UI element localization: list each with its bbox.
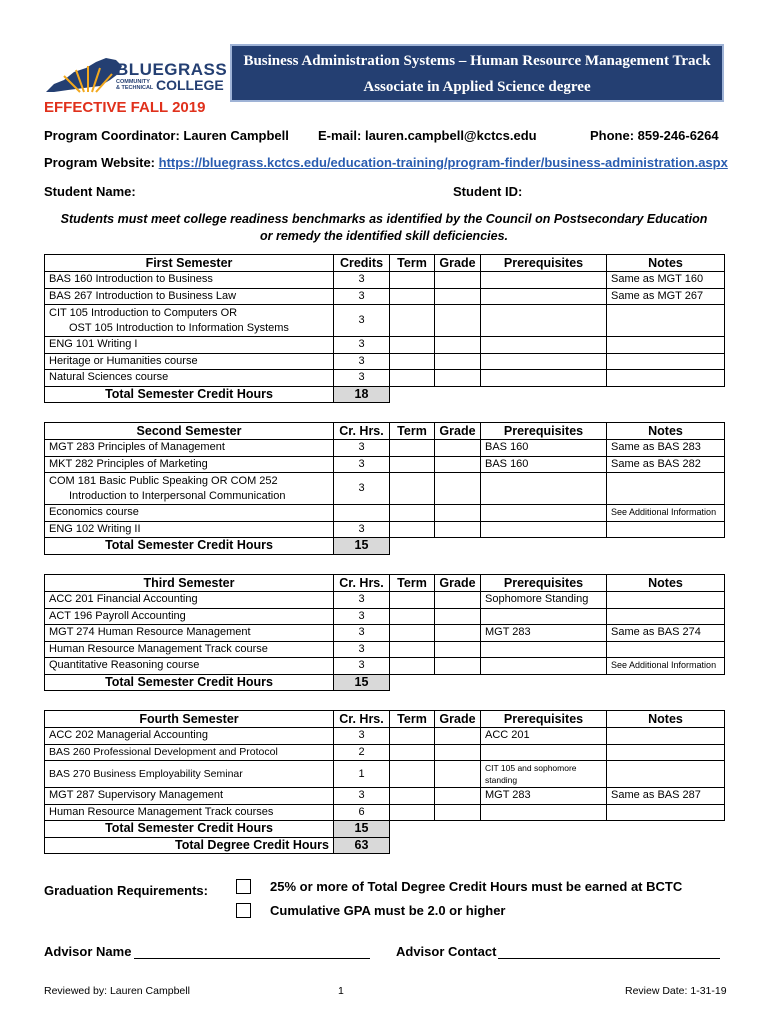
prereq-cell: MGT 283 bbox=[481, 625, 607, 642]
prereq-cell bbox=[481, 473, 607, 505]
requirement-2-text: Cumulative GPA must be 2.0 or higher bbox=[270, 903, 506, 918]
grade-cell[interactable] bbox=[435, 625, 481, 642]
course-name: MGT 283 Principles of Management bbox=[45, 440, 334, 457]
second-semester-table bbox=[44, 422, 725, 555]
term-header: Term bbox=[390, 423, 435, 440]
coordinator-email: E-mail: lauren.campbell@kctcs.edu bbox=[318, 128, 537, 143]
course-name bbox=[45, 473, 334, 505]
prereq-header: Prerequisites bbox=[481, 255, 607, 272]
program-coordinator: Program Coordinator: Lauren Campbell bbox=[44, 128, 289, 143]
grade-cell[interactable] bbox=[435, 473, 481, 505]
credits-header: Cr. Hrs. bbox=[334, 711, 390, 728]
table-header bbox=[45, 423, 725, 440]
notes-cell: Same as BAS 287 bbox=[607, 788, 725, 805]
prereq-cell bbox=[481, 658, 607, 675]
course-name: Natural Sciences course bbox=[45, 370, 334, 387]
notes-cell bbox=[607, 337, 725, 354]
credit-hours: 3 bbox=[334, 625, 390, 642]
program-header bbox=[230, 44, 724, 102]
credit-hours: 3 bbox=[334, 608, 390, 625]
term-cell[interactable] bbox=[390, 305, 435, 337]
course-name: Heritage or Humanities course bbox=[45, 353, 334, 370]
course-name: MKT 282 Principles of Marketing bbox=[45, 456, 334, 473]
requirement-2-checkbox[interactable] bbox=[236, 903, 251, 918]
credits-header: Credits bbox=[334, 255, 390, 272]
student-name-label: Student Name: bbox=[44, 184, 136, 199]
prereq-header: Prerequisites bbox=[481, 711, 607, 728]
course-option-2: OST 105 Introduction to Information Systems bbox=[69, 321, 289, 334]
total-label: Total Semester Credit Hours bbox=[45, 386, 334, 403]
degree-total-row bbox=[45, 837, 725, 854]
prereq-cell: BAS 160 bbox=[481, 440, 607, 457]
credit-hours: 3 bbox=[334, 440, 390, 457]
effective-date: EFFECTIVE FALL 2019 bbox=[44, 99, 206, 116]
credit-hours: 3 bbox=[334, 641, 390, 658]
prereq-cell bbox=[481, 744, 607, 761]
total-credits: 15 bbox=[334, 538, 390, 555]
readiness-notice bbox=[44, 211, 724, 245]
credit-hours: 3 bbox=[334, 658, 390, 675]
requirement-1-checkbox[interactable] bbox=[236, 879, 251, 894]
grade-cell[interactable] bbox=[435, 272, 481, 289]
table-row bbox=[45, 288, 725, 305]
term-header: Term bbox=[390, 711, 435, 728]
term-cell[interactable] bbox=[390, 608, 435, 625]
term-cell[interactable] bbox=[390, 288, 435, 305]
semester-title: Fourth Semester bbox=[45, 711, 334, 728]
term-cell[interactable] bbox=[390, 272, 435, 289]
credits-header: Cr. Hrs. bbox=[334, 575, 390, 592]
table-header bbox=[45, 575, 725, 592]
website-label: Program Website: bbox=[44, 155, 159, 170]
total-row bbox=[45, 674, 725, 691]
program-website bbox=[44, 155, 728, 170]
prereq-cell: MGT 283 bbox=[481, 788, 607, 805]
course-name bbox=[45, 305, 334, 337]
prereq-cell bbox=[481, 272, 607, 289]
table-row bbox=[45, 744, 725, 761]
grade-cell[interactable] bbox=[435, 788, 481, 805]
notes-header: Notes bbox=[607, 711, 725, 728]
total-credits: 15 bbox=[334, 821, 390, 838]
prereq-cell bbox=[481, 608, 607, 625]
grade-cell[interactable] bbox=[435, 804, 481, 821]
table-row bbox=[45, 728, 725, 745]
grade-cell[interactable] bbox=[435, 337, 481, 354]
credit-hours: 3 bbox=[334, 788, 390, 805]
table-row bbox=[45, 272, 725, 289]
notes-header: Notes bbox=[607, 255, 725, 272]
degree-total-credits: 63 bbox=[334, 837, 390, 854]
grade-cell[interactable] bbox=[435, 658, 481, 675]
total-credits: 15 bbox=[334, 674, 390, 691]
notes-cell bbox=[607, 761, 725, 788]
credit-hours: 3 bbox=[334, 288, 390, 305]
credit-hours: 3 bbox=[334, 592, 390, 609]
table-header bbox=[45, 711, 725, 728]
advisor-name-label: Advisor Name bbox=[44, 944, 132, 959]
first-semester-table bbox=[44, 254, 725, 403]
course-name: BAS 260 Professional Development and Protocol bbox=[45, 744, 334, 761]
program-title: Business Administration Systems – Human Resource Management Track bbox=[243, 53, 711, 69]
table-row bbox=[45, 473, 725, 505]
grade-cell[interactable] bbox=[435, 353, 481, 370]
grade-header: Grade bbox=[435, 575, 481, 592]
grade-header: Grade bbox=[435, 255, 481, 272]
grade-cell[interactable] bbox=[435, 641, 481, 658]
notes-cell bbox=[607, 370, 725, 387]
notes-cell bbox=[607, 305, 725, 337]
total-label: Total Semester Credit Hours bbox=[45, 674, 334, 691]
student-id-label: Student ID: bbox=[453, 184, 523, 199]
semester-title: First Semester bbox=[45, 255, 334, 272]
term-cell[interactable] bbox=[390, 337, 435, 354]
credit-hours: 2 bbox=[334, 744, 390, 761]
term-cell[interactable] bbox=[390, 658, 435, 675]
credits-header: Cr. Hrs. bbox=[334, 423, 390, 440]
table-row bbox=[45, 658, 725, 675]
degree-total-label: Total Degree Credit Hours bbox=[45, 837, 334, 854]
prereq-cell bbox=[481, 288, 607, 305]
third-semester-table bbox=[44, 574, 725, 691]
table-row bbox=[45, 641, 725, 658]
table-row bbox=[45, 521, 725, 538]
website-link[interactable]: https://bluegrass.kctcs.edu/education-training/program-finder/business-administration.aspx bbox=[158, 155, 728, 170]
notes-cell bbox=[607, 521, 725, 538]
course-name: BAS 267 Introduction to Business Law bbox=[45, 288, 334, 305]
table-row bbox=[45, 370, 725, 387]
notes-cell: See Additional Information bbox=[607, 658, 725, 675]
credit-hours: 3 bbox=[334, 272, 390, 289]
notes-cell bbox=[607, 728, 725, 745]
course-name: MGT 287 Supervisory Management bbox=[45, 788, 334, 805]
notes-cell: Same as BAS 283 bbox=[607, 440, 725, 457]
table-row bbox=[45, 337, 725, 354]
total-row bbox=[45, 821, 725, 838]
kentucky-map-icon bbox=[44, 54, 124, 94]
prereq-cell: BAS 160 bbox=[481, 456, 607, 473]
prereq-header: Prerequisites bbox=[481, 575, 607, 592]
graduation-requirements-label: Graduation Requirements: bbox=[44, 883, 208, 898]
course-name: ACC 202 Managerial Accounting bbox=[45, 728, 334, 745]
credit-hours bbox=[334, 505, 390, 522]
table-row bbox=[45, 804, 725, 821]
program-degree: Associate in Applied Science degree bbox=[363, 79, 591, 95]
notes-cell bbox=[607, 608, 725, 625]
table-row bbox=[45, 505, 725, 522]
notes-cell bbox=[607, 744, 725, 761]
advisor-contact-label: Advisor Contact bbox=[396, 944, 497, 959]
grade-cell[interactable] bbox=[435, 592, 481, 609]
prereq-cell bbox=[481, 305, 607, 337]
notice-line-2: or remedy the identified skill deficiencies. bbox=[260, 229, 508, 243]
grade-cell[interactable] bbox=[435, 305, 481, 337]
table-header bbox=[45, 255, 725, 272]
logo-technical: & TECHNICAL bbox=[116, 85, 154, 91]
term-cell[interactable] bbox=[390, 353, 435, 370]
table-row bbox=[45, 305, 725, 337]
notes-header: Notes bbox=[607, 423, 725, 440]
total-row bbox=[45, 386, 725, 403]
course-name: ACC 201 Financial Accounting bbox=[45, 592, 334, 609]
notes-cell bbox=[607, 641, 725, 658]
term-cell[interactable] bbox=[390, 744, 435, 761]
term-cell[interactable] bbox=[390, 625, 435, 642]
term-cell[interactable] bbox=[390, 521, 435, 538]
credit-hours: 3 bbox=[334, 305, 390, 337]
advisor-name-line[interactable] bbox=[134, 958, 370, 959]
page-number: 1 bbox=[338, 985, 344, 997]
term-cell[interactable] bbox=[390, 505, 435, 522]
advisor-contact-line[interactable] bbox=[498, 958, 720, 959]
term-cell[interactable] bbox=[390, 473, 435, 505]
course-option-2: Introduction to Interpersonal Communication bbox=[69, 489, 286, 502]
notes-header: Notes bbox=[607, 575, 725, 592]
course-option-1: CIT 105 Introduction to Computers OR bbox=[49, 306, 238, 319]
credit-hours: 3 bbox=[334, 337, 390, 354]
table-row bbox=[45, 761, 725, 788]
course-name: ENG 101 Writing I bbox=[45, 337, 334, 354]
grade-cell[interactable] bbox=[435, 761, 481, 788]
term-cell[interactable] bbox=[390, 370, 435, 387]
table-row bbox=[45, 788, 725, 805]
grade-cell[interactable] bbox=[435, 728, 481, 745]
notice-line-1: Students must meet college readiness benchmarks as identified by the Council on Postsecondary Education bbox=[60, 212, 708, 226]
course-name: BAS 160 Introduction to Business bbox=[45, 272, 334, 289]
notes-cell bbox=[607, 804, 725, 821]
total-row bbox=[45, 538, 725, 555]
term-cell[interactable] bbox=[390, 440, 435, 457]
credit-hours: 3 bbox=[334, 521, 390, 538]
prereq-cell bbox=[481, 641, 607, 658]
grade-cell[interactable] bbox=[435, 608, 481, 625]
table-row bbox=[45, 608, 725, 625]
course-name: ENG 102 Writing II bbox=[45, 521, 334, 538]
notes-cell: Same as MGT 267 bbox=[607, 288, 725, 305]
term-cell[interactable] bbox=[390, 641, 435, 658]
logo-text: BLUEGRASS bbox=[116, 60, 228, 79]
course-name: Human Resource Management Track courses bbox=[45, 804, 334, 821]
fourth-semester-table bbox=[44, 710, 725, 854]
requirement-1-text: 25% or more of Total Degree Credit Hours must be earned at BCTC bbox=[270, 879, 683, 894]
table-row bbox=[45, 353, 725, 370]
term-cell[interactable] bbox=[390, 761, 435, 788]
prereq-cell: CIT 105 and sophomore standing bbox=[481, 761, 607, 788]
reviewed-by: Reviewed by: Lauren Campbell bbox=[44, 985, 190, 997]
prereq-cell bbox=[481, 804, 607, 821]
credit-hours: 3 bbox=[334, 473, 390, 505]
course-name: Quantitative Reasoning course bbox=[45, 658, 334, 675]
grade-header: Grade bbox=[435, 711, 481, 728]
prereq-cell bbox=[481, 505, 607, 522]
notes-cell: Same as BAS 282 bbox=[607, 456, 725, 473]
total-credits: 18 bbox=[334, 386, 390, 403]
credit-hours: 3 bbox=[334, 728, 390, 745]
grade-cell[interactable] bbox=[435, 456, 481, 473]
grade-cell[interactable] bbox=[435, 370, 481, 387]
grade-cell[interactable] bbox=[435, 521, 481, 538]
term-cell[interactable] bbox=[390, 592, 435, 609]
notes-cell bbox=[607, 473, 725, 505]
course-name: BAS 270 Business Employability Seminar bbox=[45, 761, 334, 788]
notes-cell bbox=[607, 353, 725, 370]
course-option-1: COM 181 Basic Public Speaking OR COM 252 bbox=[49, 474, 278, 487]
table-row bbox=[45, 592, 725, 609]
credit-hours: 3 bbox=[334, 370, 390, 387]
total-label: Total Semester Credit Hours bbox=[45, 821, 334, 838]
term-cell[interactable] bbox=[390, 788, 435, 805]
total-label: Total Semester Credit Hours bbox=[45, 538, 334, 555]
credit-hours: 1 bbox=[334, 761, 390, 788]
course-name: ACT 196 Payroll Accounting bbox=[45, 608, 334, 625]
grade-header: Grade bbox=[435, 423, 481, 440]
review-date: Review Date: 1-31-19 bbox=[625, 985, 727, 997]
term-header: Term bbox=[390, 575, 435, 592]
grade-cell[interactable] bbox=[435, 505, 481, 522]
prereq-header: Prerequisites bbox=[481, 423, 607, 440]
coordinator-phone: Phone: 859-246-6264 bbox=[590, 128, 719, 143]
semester-title: Second Semester bbox=[45, 423, 334, 440]
term-cell[interactable] bbox=[390, 804, 435, 821]
course-name: Economics course bbox=[45, 505, 334, 522]
grade-cell[interactable] bbox=[435, 440, 481, 457]
notes-cell: Same as BAS 274 bbox=[607, 625, 725, 642]
prereq-cell: ACC 201 bbox=[481, 728, 607, 745]
credit-hours: 3 bbox=[334, 456, 390, 473]
notes-cell: See Additional Information bbox=[607, 505, 725, 522]
credit-hours: 3 bbox=[334, 353, 390, 370]
credit-hours: 6 bbox=[334, 804, 390, 821]
term-header: Term bbox=[390, 255, 435, 272]
notes-cell: Same as MGT 160 bbox=[607, 272, 725, 289]
logo-community: COMMUNITY bbox=[116, 79, 150, 85]
prereq-cell bbox=[481, 521, 607, 538]
grade-cell[interactable] bbox=[435, 744, 481, 761]
course-name: MGT 274 Human Resource Management bbox=[45, 625, 334, 642]
table-row bbox=[45, 456, 725, 473]
term-cell[interactable] bbox=[390, 456, 435, 473]
prereq-cell bbox=[481, 337, 607, 354]
notes-cell bbox=[607, 592, 725, 609]
prereq-cell bbox=[481, 370, 607, 387]
prereq-cell bbox=[481, 353, 607, 370]
table-row bbox=[45, 440, 725, 457]
prereq-cell: Sophomore Standing bbox=[481, 592, 607, 609]
course-name: Human Resource Management Track course bbox=[45, 641, 334, 658]
logo-college: COLLEGE bbox=[156, 77, 224, 93]
table-row bbox=[45, 625, 725, 642]
term-cell[interactable] bbox=[390, 728, 435, 745]
grade-cell[interactable] bbox=[435, 288, 481, 305]
semester-title: Third Semester bbox=[45, 575, 334, 592]
